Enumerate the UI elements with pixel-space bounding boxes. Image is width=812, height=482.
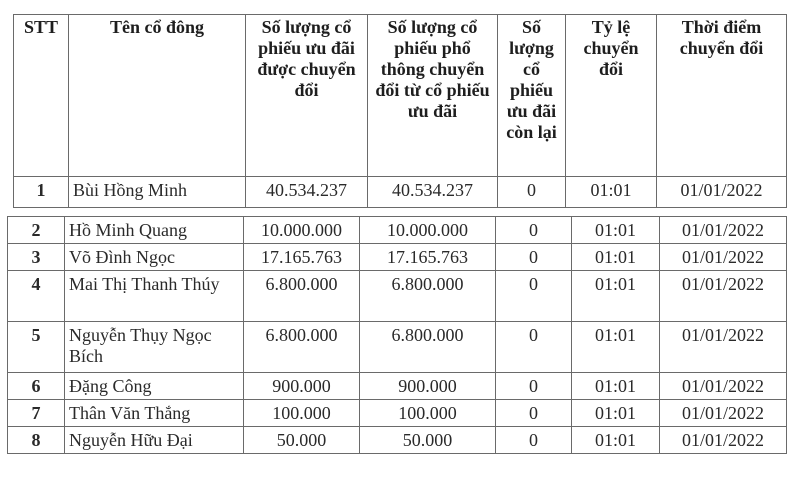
- table-row: [8, 427, 787, 454]
- cell-preferred-remaining: 0: [496, 271, 572, 322]
- header-common-from-preferred: Số lượng cổ phiếu phổ thông chuyển đổi từ cổ phiếu ưu đãi: [368, 15, 498, 177]
- cell-date: 01/01/2022: [660, 271, 787, 322]
- cell-preferred-remaining: 0: [498, 177, 566, 208]
- cell-name: Nguyễn Hữu Đại: [65, 427, 244, 454]
- cell-ratio: 01:01: [566, 177, 657, 208]
- cell-date: 01/01/2022: [660, 400, 787, 427]
- cell-preferred-remaining: 0: [496, 373, 572, 400]
- cell-date: 01/01/2022: [660, 244, 787, 271]
- cell-name: Bùi Hồng Minh: [69, 177, 246, 208]
- cell-preferred-converted: 10.000.000: [244, 217, 360, 244]
- cell-common-from-preferred: 40.534.237: [368, 177, 498, 208]
- cell-name: Võ Đình Ngọc: [65, 244, 244, 271]
- cell-preferred-remaining: 0: [496, 427, 572, 454]
- table-row: [14, 177, 787, 208]
- table-row: [8, 322, 787, 373]
- cell-common-from-preferred: 50.000: [360, 427, 496, 454]
- cell-ratio: 01:01: [572, 217, 660, 244]
- cell-name: Đặng Công: [65, 373, 244, 400]
- cell-common-from-preferred: 100.000: [360, 400, 496, 427]
- table-row: [8, 271, 787, 322]
- header-stt: STT: [14, 15, 69, 177]
- table-row: [8, 400, 787, 427]
- cell-stt: 2: [8, 217, 65, 244]
- cell-date: 01/01/2022: [657, 177, 787, 208]
- cell-stt: 4: [8, 271, 65, 322]
- cell-preferred-converted: 50.000: [244, 427, 360, 454]
- table-row: [8, 217, 787, 244]
- cell-common-from-preferred: 6.800.000: [360, 271, 496, 322]
- cell-preferred-converted: 6.800.000: [244, 322, 360, 373]
- cell-preferred-converted: 6.800.000: [244, 271, 360, 322]
- cell-stt: 3: [8, 244, 65, 271]
- cell-name: Hồ Minh Quang: [65, 217, 244, 244]
- cell-ratio: 01:01: [572, 322, 660, 373]
- cell-ratio: 01:01: [572, 373, 660, 400]
- shareholder-conversion-table-body-part: [7, 216, 787, 454]
- cell-preferred-remaining: 0: [496, 217, 572, 244]
- table-row: [8, 373, 787, 400]
- shareholder-conversion-table-header-part: [13, 14, 787, 208]
- cell-ratio: 01:01: [572, 244, 660, 271]
- cell-stt: 8: [8, 427, 65, 454]
- cell-name: Thân Văn Thắng: [65, 400, 244, 427]
- cell-ratio: 01:01: [572, 271, 660, 322]
- cell-preferred-converted: 17.165.763: [244, 244, 360, 271]
- table-row: [8, 244, 787, 271]
- header-conversion-date: Thời điểm chuyển đổi: [657, 15, 787, 177]
- cell-name: Nguyễn Thụy Ngọc Bích: [65, 322, 244, 373]
- header-shareholder-name: Tên cổ đông: [69, 15, 246, 177]
- table-header-row: [14, 15, 787, 177]
- header-conversion-ratio: Tỷ lệ chuyển đổi: [566, 15, 657, 177]
- cell-name: Mai Thị Thanh Thúy: [65, 271, 244, 322]
- cell-stt: 5: [8, 322, 65, 373]
- cell-date: 01/01/2022: [660, 217, 787, 244]
- cell-preferred-converted: 40.534.237: [246, 177, 368, 208]
- cell-common-from-preferred: 17.165.763: [360, 244, 496, 271]
- cell-date: 01/01/2022: [660, 373, 787, 400]
- cell-preferred-remaining: 0: [496, 244, 572, 271]
- cell-stt: 1: [14, 177, 69, 208]
- cell-date: 01/01/2022: [660, 427, 787, 454]
- cell-stt: 6: [8, 373, 65, 400]
- cell-preferred-converted: 100.000: [244, 400, 360, 427]
- header-preferred-converted: Số lượng cổ phiếu ưu đãi được chuyển đổi: [246, 15, 368, 177]
- cell-common-from-preferred: 900.000: [360, 373, 496, 400]
- cell-preferred-remaining: 0: [496, 322, 572, 373]
- cell-ratio: 01:01: [572, 427, 660, 454]
- cell-preferred-remaining: 0: [496, 400, 572, 427]
- cell-common-from-preferred: 10.000.000: [360, 217, 496, 244]
- cell-preferred-converted: 900.000: [244, 373, 360, 400]
- cell-stt: 7: [8, 400, 65, 427]
- cell-common-from-preferred: 6.800.000: [360, 322, 496, 373]
- cell-date: 01/01/2022: [660, 322, 787, 373]
- cell-ratio: 01:01: [572, 400, 660, 427]
- header-preferred-remaining: Số lượng cổ phiếu ưu đãi còn lại: [498, 15, 566, 177]
